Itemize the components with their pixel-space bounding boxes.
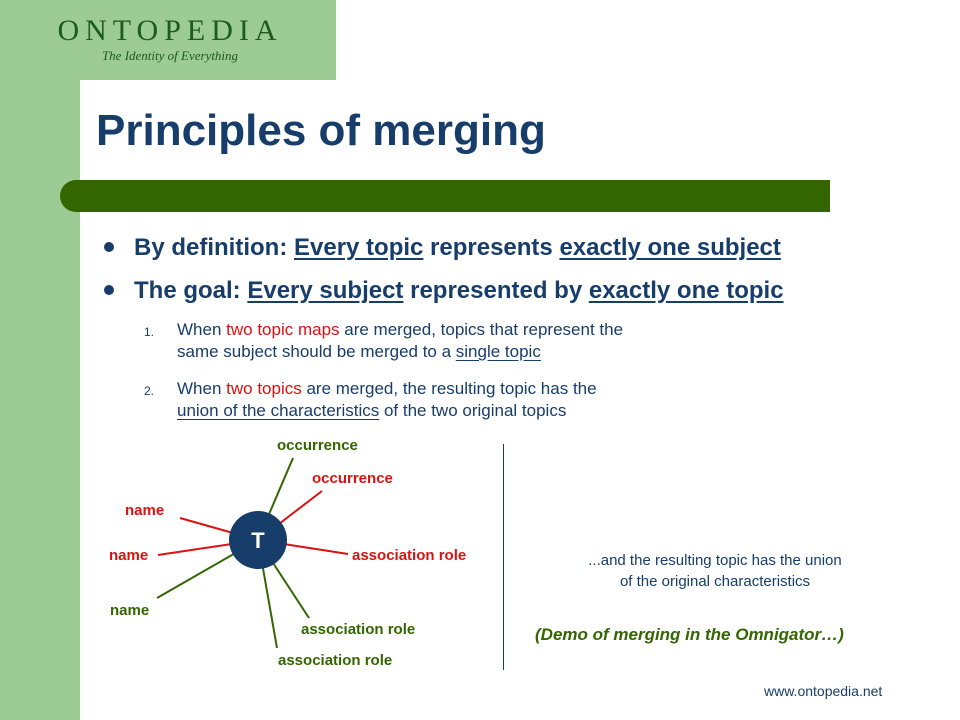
underlined-text: single topic (455, 342, 541, 361)
label-name-red-top: name (125, 502, 165, 519)
topic-node-label: T (251, 528, 265, 553)
text: When (177, 320, 227, 339)
demo-note: (Demo of merging in the Omnigator…) (535, 625, 844, 644)
underlined-text: union of the characteristics (177, 401, 380, 420)
bullet-prefix: The goal: (134, 277, 248, 304)
label-assoc-green-2: association role (278, 652, 393, 669)
footer-url: www.ontopedia.net (764, 683, 883, 699)
red-text: two topic maps (226, 320, 340, 339)
label-occurrence-green: occurrence (277, 437, 358, 454)
label-occurrence-red: occurrence (312, 470, 393, 487)
text: are merged, topics that represent the (339, 320, 624, 339)
text: When (177, 379, 227, 398)
result-caption (530, 550, 900, 592)
bullet-underlined-1: Every subject (247, 277, 404, 304)
logo-tagline: The Identity of Everything (101, 48, 239, 63)
text: are merged, the resulting topic has the (301, 379, 597, 398)
bullet-underlined-2: exactly one subject (559, 234, 781, 261)
logo-name: ONTOPEDIA (57, 14, 283, 47)
bullet-underlined-1: Every topic (293, 234, 424, 261)
bullet-middle: represented by (403, 277, 589, 304)
numbered-marker-2: 2. (144, 384, 155, 398)
text: of the two original topics (379, 401, 567, 420)
bullet-prefix: By definition: (134, 234, 294, 261)
label-assoc-red: association role (352, 547, 467, 564)
label-name-red-mid: name (109, 547, 149, 564)
vertical-divider (503, 444, 504, 670)
label-name-green: name (110, 602, 150, 619)
result-caption-line1: ...and the resulting topic has the union (588, 552, 842, 569)
slide-title: Principles of merging (96, 106, 546, 155)
bullet-underlined-2: exactly one topic (588, 277, 784, 304)
numbered-marker-1: 1. (144, 325, 155, 339)
text: same subject should be merged to a (177, 342, 456, 361)
bullet-middle: represents (423, 234, 560, 261)
red-text: two topics (226, 379, 302, 398)
result-caption-line2: of the original characteristics (619, 573, 811, 590)
label-assoc-green-1: association role (301, 621, 416, 638)
